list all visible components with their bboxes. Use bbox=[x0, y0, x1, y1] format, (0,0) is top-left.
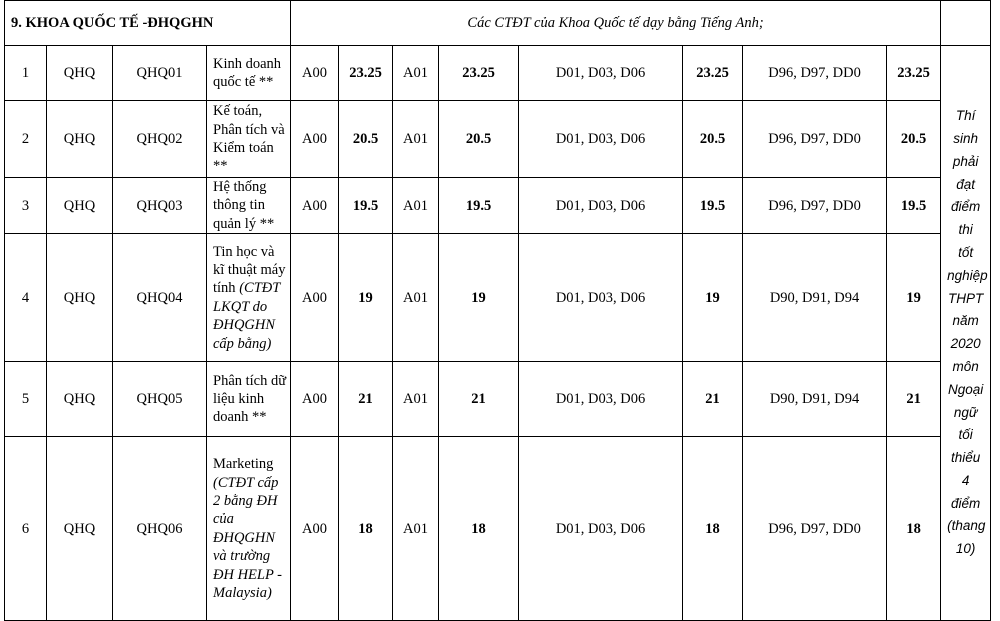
row-combo-2: A01 bbox=[393, 234, 439, 362]
row-stt: 2 bbox=[5, 101, 47, 178]
row-stt: 6 bbox=[5, 437, 47, 621]
row-score-2: 20.5 bbox=[439, 101, 519, 178]
header-empty-cell bbox=[941, 1, 991, 46]
row-program-name bbox=[207, 101, 291, 178]
row-combo-4: D96, D97, DD0 bbox=[743, 46, 887, 101]
row-combo-3: D01, D03, D06 bbox=[519, 437, 683, 621]
row-stt: 4 bbox=[5, 234, 47, 362]
row-code: QHQ05 bbox=[113, 362, 207, 437]
row-combo-2: A01 bbox=[393, 46, 439, 101]
row-program-name bbox=[207, 437, 291, 621]
program-name: Phân tích dữ liệu kinh doanh ** bbox=[213, 372, 287, 426]
row-score-2: 21 bbox=[439, 362, 519, 437]
row-code: QHQ01 bbox=[113, 46, 207, 101]
row-combo-2: A01 bbox=[393, 178, 439, 234]
row-score-4: 20.5 bbox=[887, 101, 941, 178]
row-score-1: 19.5 bbox=[339, 178, 393, 234]
row-combo-4: D90, D91, D94 bbox=[743, 362, 887, 437]
row-score-4: 18 bbox=[887, 437, 941, 621]
row-score-3: 19 bbox=[683, 234, 743, 362]
row-combo-1: A00 bbox=[291, 234, 339, 362]
program-name: Tin học và kĩ thuật máy tính bbox=[213, 243, 286, 297]
row-score-3: 21 bbox=[683, 362, 743, 437]
row-stt: 5 bbox=[5, 362, 47, 437]
row-school: QHQ bbox=[47, 101, 113, 178]
row-combo-2: A01 bbox=[393, 437, 439, 621]
row-score-1: 19 bbox=[339, 234, 393, 362]
program-name: Kế toán, Phân tích và Kiểm toán ** bbox=[213, 103, 285, 175]
row-program-name bbox=[207, 362, 291, 437]
table-row bbox=[5, 178, 991, 234]
row-combo-1: A00 bbox=[291, 178, 339, 234]
program-name: Marketing bbox=[213, 456, 274, 473]
row-combo-4: D90, D91, D94 bbox=[743, 234, 887, 362]
row-score-2: 19 bbox=[439, 234, 519, 362]
table-header-row bbox=[5, 1, 991, 46]
row-score-4: 21 bbox=[887, 362, 941, 437]
row-program-name bbox=[207, 46, 291, 101]
row-score-3: 19.5 bbox=[683, 178, 743, 234]
row-combo-3: D01, D03, D06 bbox=[519, 362, 683, 437]
row-code: QHQ03 bbox=[113, 178, 207, 234]
row-stt: 1 bbox=[5, 46, 47, 101]
row-code: QHQ02 bbox=[113, 101, 207, 178]
row-program-name bbox=[207, 178, 291, 234]
row-school: QHQ bbox=[47, 46, 113, 101]
row-combo-4: D96, D97, DD0 bbox=[743, 437, 887, 621]
row-combo-4: D96, D97, DD0 bbox=[743, 178, 887, 234]
row-combo-3: D01, D03, D06 bbox=[519, 101, 683, 178]
table-row bbox=[5, 362, 991, 437]
row-school: QHQ bbox=[47, 362, 113, 437]
row-school: QHQ bbox=[47, 178, 113, 234]
row-score-2: 18 bbox=[439, 437, 519, 621]
row-combo-3: D01, D03, D06 bbox=[519, 234, 683, 362]
program-name: Kinh doanh quốc tế ** bbox=[213, 55, 282, 90]
row-code: QHQ06 bbox=[113, 437, 207, 621]
row-score-4: 19 bbox=[887, 234, 941, 362]
row-combo-4: D96, D97, DD0 bbox=[743, 101, 887, 178]
program-note: (CTĐT cấp 2 bằng ĐH của ĐHQGHN và trường ĐH HELP - Malaysia) bbox=[213, 474, 283, 601]
row-school: QHQ bbox=[47, 437, 113, 621]
row-combo-1: A00 bbox=[291, 437, 339, 621]
row-score-2: 19.5 bbox=[439, 178, 519, 234]
row-combo-2: A01 bbox=[393, 362, 439, 437]
row-combo-3: D01, D03, D06 bbox=[519, 46, 683, 101]
row-score-3: 23.25 bbox=[683, 46, 743, 101]
row-score-4: 19.5 bbox=[887, 178, 941, 234]
section-subtitle: Các CTĐT của Khoa Quốc tế dạy bằng Tiếng Anh; bbox=[291, 1, 941, 46]
row-stt: 3 bbox=[5, 178, 47, 234]
row-score-1: 21 bbox=[339, 362, 393, 437]
table-row bbox=[5, 234, 991, 362]
row-score-2: 23.25 bbox=[439, 46, 519, 101]
program-name: Hệ thống thông tin quản lý ** bbox=[213, 179, 275, 232]
language-requirement-note: Thí sinh phải đạt điểm thi tốt nghiệp THPT năm 2020 môn Ngoại ngữ tối thiểu 4 điểm (thang 10) bbox=[941, 46, 991, 621]
table-row bbox=[5, 101, 991, 178]
row-school: QHQ bbox=[47, 234, 113, 362]
row-combo-3: D01, D03, D06 bbox=[519, 178, 683, 234]
row-program-name bbox=[207, 234, 291, 362]
row-score-1: 23.25 bbox=[339, 46, 393, 101]
row-score-1: 20.5 bbox=[339, 101, 393, 178]
row-combo-1: A00 bbox=[291, 46, 339, 101]
admission-score-table bbox=[4, 0, 991, 621]
row-combo-2: A01 bbox=[393, 101, 439, 178]
program-note: (CTĐT LKQT do ĐHQGHN cấp bằng) bbox=[213, 280, 281, 352]
row-combo-1: A00 bbox=[291, 101, 339, 178]
row-score-1: 18 bbox=[339, 437, 393, 621]
table-row bbox=[5, 46, 991, 101]
section-title: 9. KHOA QUỐC TẾ -ĐHQGHN bbox=[5, 1, 291, 46]
row-combo-1: A00 bbox=[291, 362, 339, 437]
row-score-3: 18 bbox=[683, 437, 743, 621]
row-code: QHQ04 bbox=[113, 234, 207, 362]
table-row bbox=[5, 437, 991, 621]
row-score-4: 23.25 bbox=[887, 46, 941, 101]
row-score-3: 20.5 bbox=[683, 101, 743, 178]
